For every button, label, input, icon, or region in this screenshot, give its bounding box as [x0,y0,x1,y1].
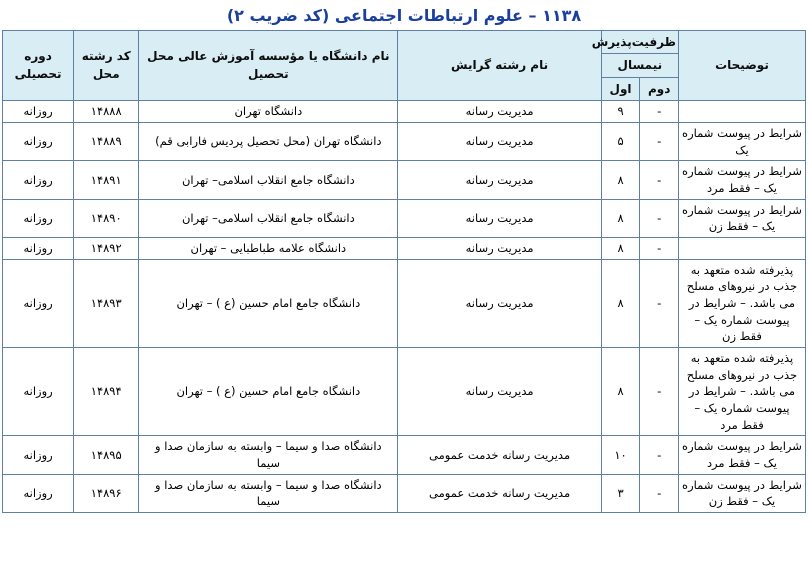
cell-code: ۱۴۸۸۹ [74,122,139,160]
column-header-capacity [591,31,678,101]
cell-university: دانشگاه صدا و سیما – وابسته به سازمان صدا و سیما [139,474,398,512]
table-row [3,101,806,123]
cell-field-trend: مدیریت رسانه [398,122,601,160]
cell-field-trend: مدیریت رسانه [398,101,601,123]
cell-capacity-second: - [640,101,679,123]
cell-capacity-second: - [640,199,679,237]
cell-capacity-second: - [640,474,679,512]
cell-university: دانشگاه تهران (محل تحصیل پردیس فارابی قم) [139,122,398,160]
cell-code: ۱۴۸۹۳ [74,259,139,347]
cell-capacity-first: ۱۰ [601,436,640,474]
cell-code: ۱۴۸۹۲ [74,237,139,259]
cell-field-trend: مدیریت رسانه خدمت عمومی [398,474,601,512]
capacity-header-wrap [591,31,678,100]
cell-university: دانشگاه جامع امام حسین (ع ) – تهران [139,347,398,435]
cell-capacity-second: - [640,347,679,435]
capacity-header-second: دوم [639,78,678,100]
cell-description: پذیرفته شده متعهد به جذب در نیروهای مسلح می باشد. – شرایط در پیوست شماره یک – فقط مرد [678,347,805,435]
cell-university: دانشگاه علامه طباطبایی – تهران [139,237,398,259]
table-row [3,199,806,237]
table-row [3,161,806,199]
column-header-university: نام دانشگاه یا مؤسسه آموزش عالی محل تحصیل [139,31,398,101]
cell-code: ۱۴۸۹۴ [74,347,139,435]
cell-period: روزانه [3,259,74,347]
cell-code: ۱۴۸۹۵ [74,436,139,474]
page-title: ۱۱۳۸ – علوم ارتباطات اجتماعی (کد ضریب ۲) [226,6,582,25]
column-header-period: دوره تحصیلی [3,31,74,101]
capacity-header-first: اول [609,81,632,96]
cell-capacity-first: ۹ [601,101,640,123]
cell-code: ۱۴۸۹۰ [74,199,139,237]
cell-field-trend: مدیریت رسانه خدمت عمومی [398,436,601,474]
cell-university: دانشگاه تهران [139,101,398,123]
table-row [3,122,806,160]
cell-capacity-second: - [640,259,679,347]
table-row [3,259,806,347]
capacity-header-title: ظرفیت‌پذیرش [602,31,678,54]
table-row [3,436,806,474]
cell-description [678,101,805,123]
cell-code: ۱۴۸۹۱ [74,161,139,199]
table-row [3,347,806,435]
cell-capacity-second: - [640,237,679,259]
cell-description: شرایط در پیوست شماره یک – فقط مرد [678,161,805,199]
programs-table [2,30,806,513]
cell-capacity-second: - [640,436,679,474]
cell-code: ۱۴۸۹۶ [74,474,139,512]
cell-description: شرایط در پیوست شماره یک – فقط زن [678,474,805,512]
cell-description: شرایط در پیوست شماره یک [678,122,805,160]
cell-capacity-second: - [640,161,679,199]
cell-description: شرایط در پیوست شماره یک – فقط زن [678,199,805,237]
cell-university: دانشگاه صدا و سیما – وابسته به سازمان صدا و سیما [139,436,398,474]
cell-period: روزانه [3,199,74,237]
column-header-code: کد رشته محل [74,31,139,101]
cell-field-trend: مدیریت رسانه [398,347,601,435]
cell-code: ۱۴۸۸۸ [74,101,139,123]
cell-capacity-first: ۸ [601,237,640,259]
table-body [3,101,806,513]
column-header-field-trend: نام رشته گرایش [398,31,601,101]
table-header [3,31,806,101]
cell-description: پذیرفته شده متعهد به جذب در نیروهای مسلح می باشد. – شرایط در پیوست شماره یک – فقط زن [678,259,805,347]
cell-capacity-first: ۸ [601,161,640,199]
cell-university: دانشگاه جامع امام حسین (ع ) – تهران [139,259,398,347]
cell-period: روزانه [3,101,74,123]
cell-period: روزانه [3,436,74,474]
cell-capacity-first: ۵ [601,122,640,160]
cell-field-trend: مدیریت رسانه [398,161,601,199]
cell-period: روزانه [3,347,74,435]
cell-capacity-second: - [640,122,679,160]
cell-period: روزانه [3,122,74,160]
cell-university: دانشگاه جامع انقلاب اسلامی– تهران [139,161,398,199]
table-row [3,474,806,512]
cell-field-trend: مدیریت رسانه [398,199,601,237]
cell-university: دانشگاه جامع انقلاب اسلامی– تهران [139,199,398,237]
cell-description: شرایط در پیوست شماره یک – فقط مرد [678,436,805,474]
capacity-header-term: نیمسال [602,54,678,77]
cell-capacity-first: ۸ [601,259,640,347]
cell-description [678,237,805,259]
cell-period: روزانه [3,474,74,512]
cell-field-trend: مدیریت رسانه [398,237,601,259]
cell-capacity-first: ۳ [601,474,640,512]
capacity-header-terms [602,78,678,100]
column-header-description: توضیحات [678,31,805,101]
table-header-row [3,31,806,101]
table-row [3,237,806,259]
cell-period: روزانه [3,237,74,259]
cell-field-trend: مدیریت رسانه [398,259,601,347]
cell-capacity-first: ۸ [601,199,640,237]
cell-period: روزانه [3,161,74,199]
cell-capacity-first: ۸ [601,347,640,435]
